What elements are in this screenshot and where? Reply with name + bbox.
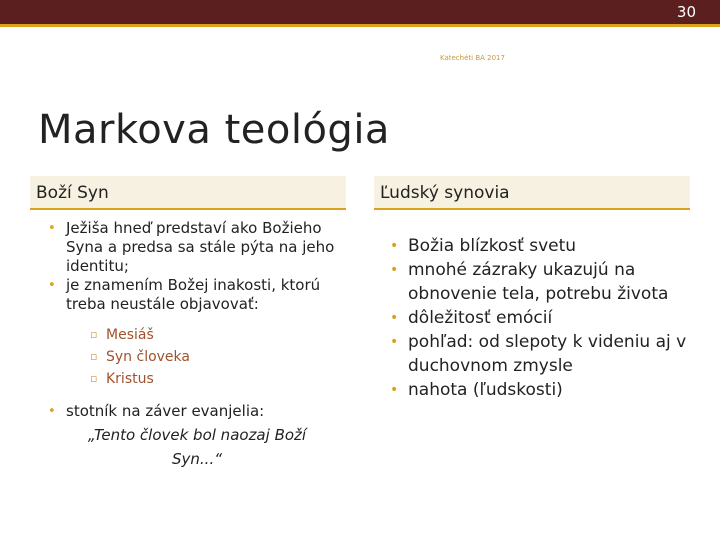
list-item xyxy=(390,234,700,258)
list-item xyxy=(48,219,348,276)
left-column-heading: Boží Syn xyxy=(30,176,346,210)
sub-list xyxy=(66,324,348,390)
right-bullet-list xyxy=(390,234,700,402)
list-item xyxy=(48,402,348,471)
list-item-text: nahota (ľudskosti) xyxy=(408,380,563,400)
bullet-icon: • xyxy=(390,238,399,254)
slide-title: Markova teológia xyxy=(38,107,390,153)
bullet-icon: • xyxy=(48,278,56,293)
quote-text: „Tento človek bol naozaj Boží Syn...“ xyxy=(87,426,307,468)
left-bullet-list xyxy=(48,219,348,471)
top-bar xyxy=(0,0,720,24)
list-item-text: stotník na záver evanjelia: xyxy=(66,402,265,420)
sub-list-item xyxy=(90,346,348,368)
list-item-text: Božia blízkosť svetu xyxy=(408,236,577,256)
top-bar-accent-line xyxy=(0,24,720,27)
square-bullet-icon: ▫ xyxy=(90,372,98,385)
bullet-icon: • xyxy=(390,334,399,350)
list-item xyxy=(48,276,348,390)
list-item-text: dôležitosť emócií xyxy=(408,308,553,328)
sub-item-text: Mesiáš xyxy=(106,327,154,343)
sub-item-text: Syn človeka xyxy=(106,349,190,365)
list-item-text: mnohé zázraky ukazujú na obnovenie tela, potrebu života xyxy=(408,260,669,304)
bullet-icon: • xyxy=(48,404,56,419)
list-item xyxy=(390,378,700,402)
list-item xyxy=(390,258,700,306)
slide-subtitle: Katechéti BA 2017 xyxy=(440,54,505,62)
sub-item-text: Kristus xyxy=(106,371,154,387)
list-item-text: je znamením Božej inakosti, ktorú treba neustále objavovať: xyxy=(66,276,321,313)
list-item-text: Ježiša hneď predstaví ako Božieho Syna a predsa sa stále pýta na jeho identitu; xyxy=(66,219,335,275)
bullet-icon: • xyxy=(390,262,399,278)
list-item-text: pohľad: od slepoty k videniu aj v duchovnom zmysle xyxy=(408,332,687,376)
right-column-heading: Ľudský synovia xyxy=(374,176,690,210)
list-item xyxy=(390,306,700,330)
square-bullet-icon: ▫ xyxy=(90,350,98,363)
bullet-icon: • xyxy=(390,310,399,326)
bullet-icon: • xyxy=(48,221,56,236)
bullet-icon: • xyxy=(390,382,399,398)
sub-list-item xyxy=(90,324,348,346)
sub-list-item xyxy=(90,368,348,390)
page-number: 30 xyxy=(676,3,696,21)
square-bullet-icon: ▫ xyxy=(90,328,98,341)
list-item xyxy=(390,330,700,378)
